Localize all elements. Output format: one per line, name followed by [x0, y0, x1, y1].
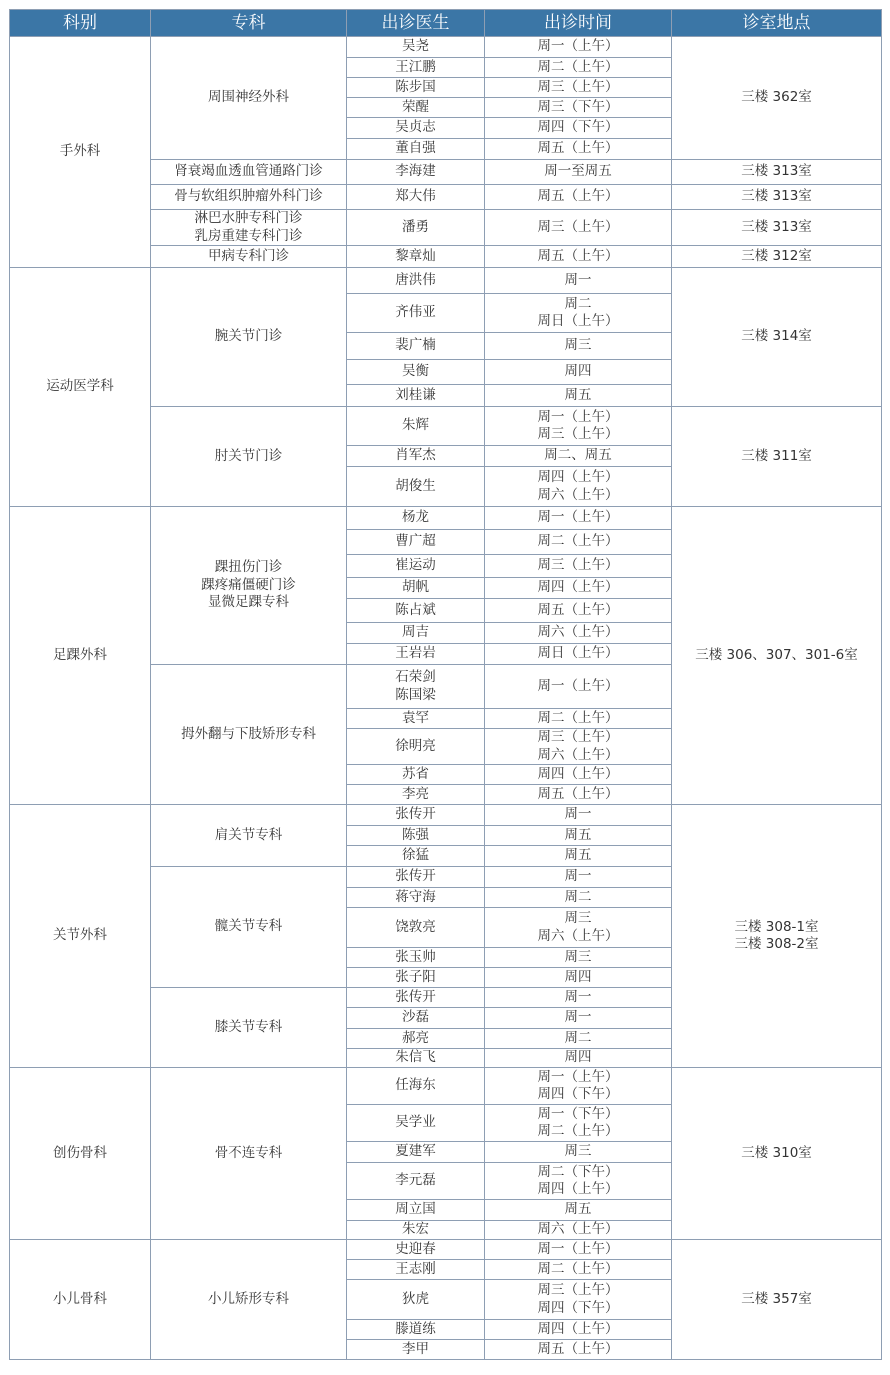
time-cell-line: 周二（上午）: [537, 533, 619, 550]
time-cell: [485, 185, 672, 210]
time-cell: [485, 58, 672, 78]
table-row: [10, 1068, 882, 1105]
doctor-cell-line: 裴广楠: [395, 337, 436, 354]
time-cell: [485, 1008, 672, 1029]
time-cell-line: 周五（上午）: [537, 188, 619, 205]
time-cell-line: 周一（上午）: [537, 1240, 619, 1257]
doctor-cell-line: 陈国梁: [395, 686, 436, 703]
time-cell: [485, 599, 672, 623]
time-cell-line: 周四（上午）: [537, 469, 619, 486]
time-cell-line: 周六（上午）: [537, 1221, 619, 1238]
doctor-cell-line: 刘桂谦: [395, 386, 436, 403]
department-cell: 创伤骨科: [10, 1068, 151, 1240]
time-cell-line: 周二（上午）: [537, 1123, 619, 1140]
time-cell: [485, 530, 672, 555]
time-cell-line: 周五: [564, 847, 592, 864]
doctor-cell: [347, 360, 485, 385]
time-cell: [485, 407, 672, 446]
room-cell: [672, 210, 882, 246]
doctor-cell-line: 唐洪伟: [395, 271, 436, 288]
time-cell: [485, 246, 672, 268]
doctor-cell: [347, 665, 485, 709]
doctor-cell-line: 吴尧: [402, 38, 429, 55]
doctor-cell-line: 徐猛: [402, 847, 429, 864]
doctor-cell-line: 任海东: [395, 1077, 436, 1094]
doctor-cell-line: 史迎春: [395, 1240, 436, 1257]
time-cell: [485, 1320, 672, 1340]
time-cell: [485, 268, 672, 294]
doctor-cell: [347, 1105, 485, 1142]
header-time: 出诊时间: [485, 10, 672, 37]
doctor-cell-line: 狄虎: [402, 1290, 429, 1307]
time-cell-line: 周二（下午）: [537, 1163, 619, 1180]
time-cell: [485, 948, 672, 968]
time-cell-line: 周三: [564, 337, 592, 354]
doctor-cell: [347, 294, 485, 333]
doctor-cell: [347, 1221, 485, 1240]
specialty-cell: [151, 665, 347, 805]
time-cell-line: 周四（下午）: [537, 1086, 619, 1103]
time-cell-line: 周一: [564, 806, 592, 823]
doctor-cell: [347, 1280, 485, 1320]
table-row: [10, 507, 882, 530]
doctor-cell-line: 黎章灿: [395, 247, 436, 264]
specialty-cell-line: 骨与软组织肿瘤外科门诊: [174, 188, 323, 205]
doctor-cell: [347, 729, 485, 765]
doctor-cell-line: 王岩岩: [395, 645, 436, 662]
specialty-cell-line: 乳房重建专科门诊: [194, 227, 303, 244]
doctor-cell: [347, 968, 485, 988]
time-cell-line: 周四: [564, 968, 592, 985]
time-cell-line: 周一（上午）: [537, 509, 619, 526]
time-cell: [485, 98, 672, 118]
time-cell-line: 周二: [564, 295, 592, 312]
header-row: [10, 10, 882, 37]
time-cell: [485, 908, 672, 948]
room-cell: [672, 1240, 882, 1360]
doctor-cell: [347, 1142, 485, 1163]
time-cell-line: 周四（上午）: [537, 1181, 619, 1198]
time-cell-line: 周六（上午）: [537, 927, 619, 944]
doctor-cell-line: 沙磊: [402, 1009, 429, 1026]
doctor-cell: [347, 160, 485, 185]
time-cell-line: 周一（上午）: [537, 38, 619, 55]
time-cell-line: 周一: [564, 868, 592, 885]
doctor-cell: [347, 118, 485, 139]
time-cell-line: 周一至周五: [544, 163, 612, 180]
doctor-cell: [347, 644, 485, 665]
time-cell-line: 周三（上午）: [537, 218, 619, 235]
department-cell: 手外科: [10, 37, 151, 268]
doctor-cell-line: 饶敦亮: [395, 918, 436, 935]
time-cell-line: 周一（上午）: [537, 677, 619, 694]
doctor-cell: [347, 385, 485, 407]
doctor-cell-line: 蒋守海: [395, 888, 436, 905]
doctor-cell: [347, 1068, 485, 1105]
time-cell-line: 周一（上午）: [537, 408, 619, 425]
room-cell: [672, 246, 882, 268]
time-cell-line: 周五: [564, 826, 592, 843]
doctor-cell: [347, 185, 485, 210]
time-cell-line: 周一（上午）: [537, 1068, 619, 1085]
doctor-cell: [347, 37, 485, 58]
doctor-cell-line: 郑大伟: [395, 188, 436, 205]
doctor-cell-line: 潘勇: [402, 218, 429, 235]
doctor-cell-line: 陈强: [402, 826, 429, 843]
time-cell: [485, 1049, 672, 1068]
doctor-cell-line: 李海建: [395, 163, 436, 180]
room-cell-line: 三楼 310室: [741, 1144, 812, 1161]
time-cell-line: 周六（上午）: [537, 486, 619, 503]
doctor-cell: [347, 210, 485, 246]
table-row: [10, 1240, 882, 1260]
time-cell-line: 周五（上午）: [537, 785, 619, 802]
time-cell: [485, 709, 672, 729]
room-cell-line: 三楼 308-2室: [734, 936, 819, 953]
specialty-cell: [151, 246, 347, 268]
time-cell: [485, 1240, 672, 1260]
doctor-cell: [347, 1163, 485, 1200]
specialty-cell-line: 显微足踝专科: [208, 594, 289, 611]
time-cell-line: 周二（上午）: [537, 1260, 619, 1277]
doctor-cell: [347, 1240, 485, 1260]
header-dept: 科别: [10, 10, 151, 37]
doctor-cell: [347, 1200, 485, 1221]
time-cell: [485, 1105, 672, 1142]
doctor-cell: [347, 623, 485, 644]
time-cell: [485, 446, 672, 467]
specialty-cell-line: 膝关节专科: [214, 1018, 283, 1035]
doctor-cell: [347, 846, 485, 867]
doctor-cell-line: 王志刚: [395, 1260, 436, 1277]
time-cell: [485, 846, 672, 867]
doctor-cell-line: 荣醒: [402, 98, 429, 115]
specialty-cell: [151, 988, 347, 1068]
doctor-cell-line: 袁罕: [402, 709, 429, 726]
room-cell-line: 三楼 362室: [741, 89, 812, 106]
doctor-cell-line: 吴学业: [395, 1114, 436, 1131]
time-cell-line: 周五: [564, 1201, 592, 1218]
room-cell-line: 三楼 308-1室: [734, 918, 819, 935]
doctor-cell-line: 吴贞志: [395, 119, 436, 136]
doctor-cell: [347, 1340, 485, 1360]
room-cell: [672, 1068, 882, 1240]
time-cell: [485, 160, 672, 185]
time-cell: [485, 968, 672, 988]
doctor-cell-line: 张传开: [395, 868, 436, 885]
time-cell-line: 周四（上午）: [537, 1320, 619, 1337]
specialty-cell-line: 髋关节专科: [214, 918, 283, 935]
doctor-cell: [347, 58, 485, 78]
room-cell-line: 三楼 312室: [741, 247, 812, 264]
department-cell: 关节外科: [10, 805, 151, 1068]
specialty-cell: [151, 185, 347, 210]
doctor-cell: [347, 578, 485, 599]
time-cell-line: 周三: [564, 948, 592, 965]
room-cell: [672, 268, 882, 407]
doctor-cell-line: 吴衡: [402, 363, 429, 380]
doctor-cell: [347, 268, 485, 294]
time-cell-line: 周五: [564, 386, 592, 403]
time-cell: [485, 210, 672, 246]
doctor-cell-line: 周吉: [402, 624, 429, 641]
doctor-cell-line: 郝亮: [402, 1029, 429, 1046]
room-cell: [672, 805, 882, 1068]
doctor-cell: [347, 599, 485, 623]
time-cell-line: 周四（下午）: [537, 1299, 619, 1316]
time-cell: [485, 467, 672, 507]
time-cell: [485, 578, 672, 599]
room-cell-line: 三楼 313室: [741, 163, 812, 180]
time-cell: [485, 644, 672, 665]
doctor-cell-line: 肖军杰: [395, 447, 436, 464]
time-cell-line: 周二（上午）: [537, 58, 619, 75]
time-cell-line: 周二（上午）: [537, 709, 619, 726]
room-cell: [672, 160, 882, 185]
department-cell: 运动医学科: [10, 268, 151, 507]
doctor-cell: [347, 709, 485, 729]
specialty-cell-line: 周围神经外科: [208, 89, 289, 106]
doctor-cell: [347, 1049, 485, 1068]
specialty-cell: [151, 1068, 347, 1240]
doctor-cell: [347, 98, 485, 118]
specialty-cell: [151, 160, 347, 185]
doctor-cell: [347, 467, 485, 507]
time-cell-line: 周三（上午）: [537, 78, 619, 95]
time-cell-line: 周三: [564, 1143, 592, 1160]
doctor-cell-line: 石荣剑: [395, 669, 436, 686]
doctor-cell: [347, 507, 485, 530]
specialty-cell-line: 肾衰竭血透血管通路门诊: [174, 163, 323, 180]
time-cell-line: 周三（上午）: [537, 729, 619, 746]
specialty-cell-line: 肘关节门诊: [214, 447, 283, 464]
table-row: [10, 37, 882, 58]
room-cell: [672, 407, 882, 507]
department-cell: 足踝外科: [10, 507, 151, 805]
header-specialty: 专科: [151, 10, 347, 37]
header-room: 诊室地点: [672, 10, 882, 37]
doctor-cell-line: 陈步国: [395, 78, 436, 95]
time-cell-line: 周五（上午）: [537, 601, 619, 618]
time-cell: [485, 867, 672, 888]
doctor-cell: [347, 407, 485, 446]
doctor-cell: [347, 530, 485, 555]
specialty-cell: [151, 867, 347, 988]
room-cell-line: 三楼 306、307、301-6室: [695, 646, 858, 663]
doctor-cell-line: 夏建军: [395, 1143, 436, 1160]
time-cell: [485, 988, 672, 1008]
doctor-cell-line: 朱宏: [402, 1221, 429, 1238]
time-cell: [485, 729, 672, 765]
doctor-cell-line: 张子阳: [395, 968, 436, 985]
doctor-cell-line: 胡俊生: [395, 477, 436, 494]
time-cell-line: 周四（上午）: [537, 765, 619, 782]
doctor-cell-line: 滕道练: [395, 1320, 436, 1337]
room-cell-line: 三楼 313室: [741, 188, 812, 205]
room-cell-line: 三楼 357室: [741, 1290, 812, 1307]
doctor-cell: [347, 948, 485, 968]
doctor-cell-line: 苏省: [402, 765, 429, 782]
doctor-cell: [347, 446, 485, 467]
doctor-cell: [347, 826, 485, 846]
time-cell-line: 周五（上午）: [537, 247, 619, 264]
doctor-cell: [347, 246, 485, 268]
time-cell-line: 周日（上午）: [537, 313, 619, 330]
time-cell: [485, 1029, 672, 1049]
time-cell: [485, 1221, 672, 1240]
doctor-cell-line: 张传开: [395, 806, 436, 823]
doctor-cell-line: 李元磊: [395, 1172, 436, 1189]
time-cell-line: 周四: [564, 1049, 592, 1066]
time-cell: [485, 360, 672, 385]
doctor-cell-line: 崔运动: [395, 557, 436, 574]
doctor-cell: [347, 1029, 485, 1049]
time-cell-line: 周一: [564, 1009, 592, 1026]
doctor-cell: [347, 1260, 485, 1280]
time-cell-line: 周五（上午）: [537, 140, 619, 157]
time-cell: [485, 1142, 672, 1163]
doctor-cell: [347, 908, 485, 948]
room-cell-line: 三楼 313室: [741, 218, 812, 235]
time-cell: [485, 1340, 672, 1360]
time-cell-line: 周三（上午）: [537, 1282, 619, 1299]
time-cell-line: 周四（下午）: [537, 119, 619, 136]
specialty-cell-line: 拇外翻与下肢矫形专科: [181, 725, 316, 742]
time-cell-line: 周三: [564, 910, 592, 927]
specialty-cell: [151, 805, 347, 867]
time-cell-line: 周三（上午）: [537, 426, 619, 443]
specialty-cell-line: 踝疼痛僵硬门诊: [201, 576, 296, 593]
time-cell: [485, 139, 672, 160]
time-cell-line: 周一（下午）: [537, 1105, 619, 1122]
time-cell: [485, 1163, 672, 1200]
doctor-cell-line: 曹广超: [395, 533, 436, 550]
doctor-cell: [347, 1008, 485, 1029]
doctor-cell-line: 齐伟亚: [395, 304, 436, 321]
specialty-cell: [151, 1240, 347, 1360]
specialty-cell: [151, 268, 347, 407]
specialty-cell-line: 小儿矫形专科: [208, 1290, 289, 1307]
doctor-cell: [347, 785, 485, 805]
specialty-cell-line: 踝扭伤门诊: [214, 559, 283, 576]
time-cell-line: 周四: [564, 363, 592, 380]
doctor-cell-line: 徐明亮: [395, 737, 436, 754]
specialty-cell-line: 甲病专科门诊: [208, 247, 289, 264]
doctor-cell-line: 朱辉: [402, 417, 429, 434]
time-cell-line: 周一: [564, 988, 592, 1005]
time-cell: [485, 826, 672, 846]
doctor-cell: [347, 78, 485, 98]
specialty-cell-line: 淋巴水肿专科门诊: [194, 210, 303, 226]
time-cell: [485, 1260, 672, 1280]
time-cell: [485, 37, 672, 58]
time-cell: [485, 118, 672, 139]
time-cell: [485, 385, 672, 407]
time-cell-line: 周六（上午）: [537, 746, 619, 763]
room-cell: [672, 185, 882, 210]
doctor-cell-line: 张玉帅: [395, 948, 436, 965]
time-cell: [485, 765, 672, 785]
doctor-cell: [347, 988, 485, 1008]
specialty-cell: [151, 507, 347, 665]
doctor-cell: [347, 1320, 485, 1340]
doctor-cell-line: 王江鹏: [395, 58, 436, 75]
time-cell-line: 周一: [564, 271, 592, 288]
department-cell: 小儿骨科: [10, 1240, 151, 1360]
specialty-cell-line: 腕关节门诊: [214, 328, 283, 345]
time-cell: [485, 1068, 672, 1105]
table-row: [10, 268, 882, 294]
time-cell: [485, 294, 672, 333]
doctor-cell: [347, 888, 485, 908]
doctor-cell-line: 杨龙: [402, 509, 429, 526]
specialty-cell-line: 骨不连专科: [214, 1144, 283, 1161]
time-cell: [485, 888, 672, 908]
time-cell: [485, 555, 672, 578]
doctor-cell-line: 董自强: [395, 140, 436, 157]
room-cell-line: 三楼 314室: [741, 328, 812, 345]
time-cell-line: 周日（上午）: [537, 645, 619, 662]
doctor-cell: [347, 805, 485, 826]
time-cell-line: 周二: [564, 1029, 592, 1046]
time-cell: [485, 1200, 672, 1221]
specialty-cell: [151, 407, 347, 507]
doctor-cell-line: 张传开: [395, 988, 436, 1005]
doctor-cell: [347, 139, 485, 160]
room-cell: [672, 37, 882, 160]
time-cell-line: 周二、周五: [544, 447, 612, 464]
time-cell-line: 周三（上午）: [537, 557, 619, 574]
table-row: [10, 805, 882, 826]
time-cell: [485, 333, 672, 360]
doctor-cell-line: 周立国: [395, 1201, 436, 1218]
doctor-cell: [347, 333, 485, 360]
time-cell-line: 周五（上午）: [537, 1340, 619, 1357]
doctor-cell: [347, 867, 485, 888]
time-cell-line: 周六（上午）: [537, 624, 619, 641]
time-cell-line: 周二: [564, 888, 592, 905]
doctor-cell-line: 胡帆: [402, 579, 429, 596]
time-cell: [485, 78, 672, 98]
room-cell: [672, 507, 882, 805]
doctor-cell-line: 李甲: [402, 1340, 429, 1357]
schedule-table: [9, 9, 882, 1360]
room-cell-line: 三楼 311室: [741, 447, 812, 464]
time-cell-line: 周三（下午）: [537, 98, 619, 115]
time-cell: [485, 785, 672, 805]
specialty-cell-line: 肩关节专科: [214, 826, 283, 843]
time-cell: [485, 665, 672, 709]
doctor-cell-line: 李亮: [402, 785, 429, 802]
time-cell-line: 周四（上午）: [537, 579, 619, 596]
doctor-cell-line: 朱信飞: [395, 1049, 436, 1066]
time-cell: [485, 507, 672, 530]
header-doctor: 出诊医生: [347, 10, 485, 37]
time-cell: [485, 805, 672, 826]
time-cell: [485, 1280, 672, 1320]
doctor-cell-line: 陈占斌: [395, 601, 436, 618]
time-cell: [485, 623, 672, 644]
doctor-cell: [347, 765, 485, 785]
specialty-cell: [151, 37, 347, 160]
specialty-cell: [151, 210, 347, 246]
doctor-cell: [347, 555, 485, 578]
